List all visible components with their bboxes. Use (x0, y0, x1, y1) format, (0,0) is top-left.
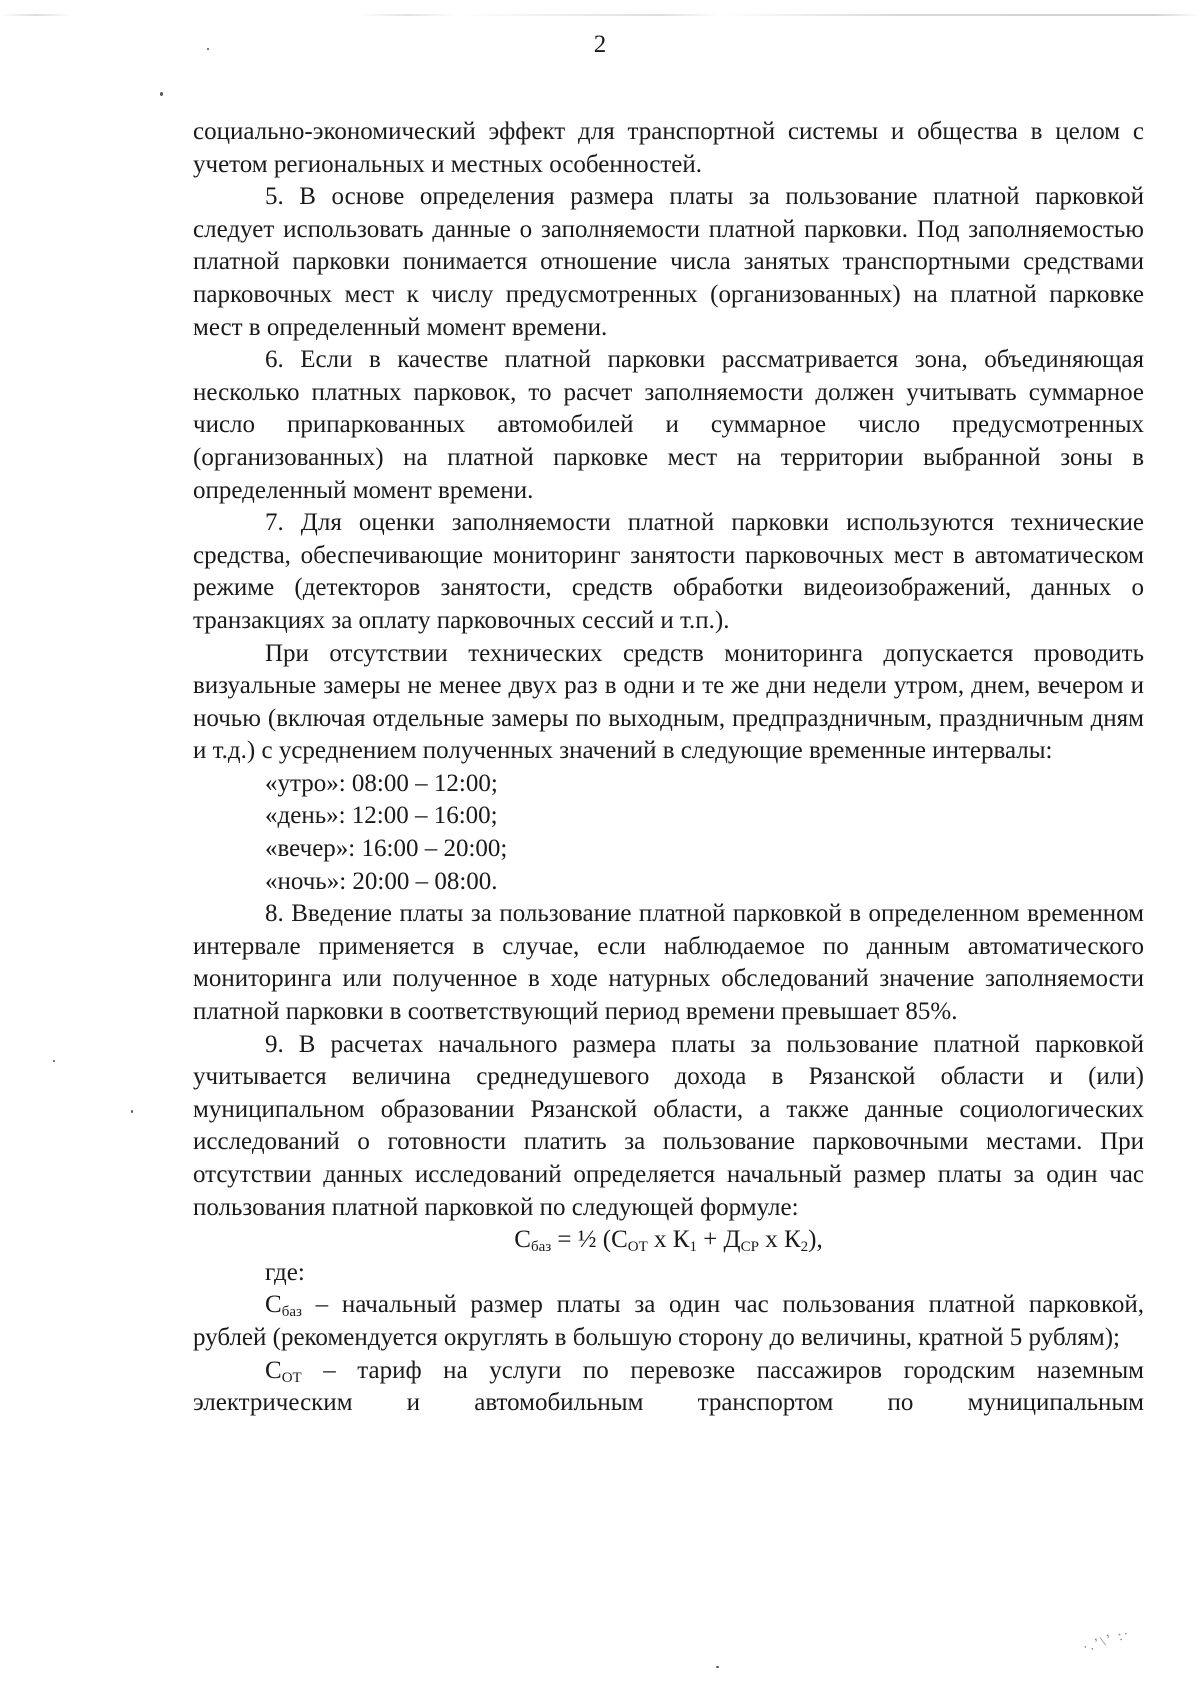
formula: $С_{баз}$ = ½ ($С_{ОТ}$ х $К_1 + Д_{СР}$ х $К_2$), (514, 1226, 823, 1256)
page-number: 2 (593, 31, 607, 58)
document-body (193, 116, 1144, 1420)
scan-speck (53, 1060, 55, 1062)
paragraph-5: 5. В основе определения размера платы за пользование платной парковкой следует использовать данные о заполняемости платной парковки. Под заполняемостью платной парковки понимается отношение числа занятых транспортными средствами парковочных мест к числу предусмотренных (организованных) на платной парковке мест в определенный момент времени. (193, 183, 1144, 341)
paragraph-7: 7. Для оценки заполняемости платной парковки используются технические средства, обеспечивающие мониторинг занятости парковочных мест в автоматическом режиме (детекторов занятости, средств обработки видеоизображений, данных о транзакциях за оплату парковочных сессий и т.п.). (193, 509, 1144, 634)
interval-morning: «утро»: 08:00 – 12:00; (265, 769, 498, 797)
interval-evening: «вечер»: 16:00 – 20:00; (265, 835, 508, 863)
paragraph-9: 9. В расчетах начального размера платы за пользование платной парковкой учитывается величина среднедушевого дохода в Рязанской области и (или) муниципальном образовании Рязанской области, а также данные социологических исследований о готовности платить за пользование парковочными местами. При отсутствии данных исследований определяется начальный размер платы за один час пользования платной парковкой по следующей формуле: (193, 1030, 1144, 1221)
paragraph-monitoring: При отсутствии технических средств мониторинга допускается проводить визуальные замеры не менее двух раз в одни и те же дни недели утром, днем, вечером и ночью (включая отдельные замеры по выходным, предпраздничным, праздничным дням и т.д.) с усреднением полученных значений в следующие временные интервалы: (193, 639, 1144, 765)
paragraph-6: 6. Если в качестве платной парковки рассматривается зона, объединяющая несколько платных парковок, то расчет заполняемости должен учитывать суммарное число припаркованных автомобилей и суммарное число предусмотренных (организованных) на платной парковке мест на территории выбранной зоны в определенный момент времени. (193, 346, 1144, 504)
ink-mark: ·.ʼ\ʼ :· (1081, 1626, 1133, 1656)
interval-night: «ночь»: 20:00 – 08:00. (265, 867, 498, 895)
definition-c-ot: $С_{ОТ}$ – тариф на услуги по перевозке пассажиров городским наземным электрическим и автомобильным транспортом по муниципальным (193, 1356, 1144, 1417)
where-label: где: (265, 1258, 305, 1286)
paragraph-continuation: социально-экономический эффект для транспортной системы и общества в целом с учетом региональных и местных особенностей. (193, 118, 1144, 178)
scan-speck (207, 48, 209, 50)
interval-day: «день»: 12:00 – 16:00; (265, 802, 498, 830)
definition-c-baz: $С_{баз}$ – начальный размер платы за один час пользования платной парковкой, рублей (рекомендуется округлять в большую сторону до величины, кратной 5 рублям); (193, 1291, 1144, 1351)
scan-speck (716, 1666, 719, 1668)
scan-edge-line (0, 14, 1200, 16)
paragraph-8: 8. Введение платы за пользование платной парковкой в определенном временном интервале применяется в случае, если наблюдаемое по данным автоматического мониторинга или полученное в ходе натурных обследований значение заполняемости платной парковки в соответствующий период времени превышает 85%. (193, 900, 1144, 1026)
scan-speck (160, 92, 163, 96)
scan-speck (131, 1110, 133, 1113)
